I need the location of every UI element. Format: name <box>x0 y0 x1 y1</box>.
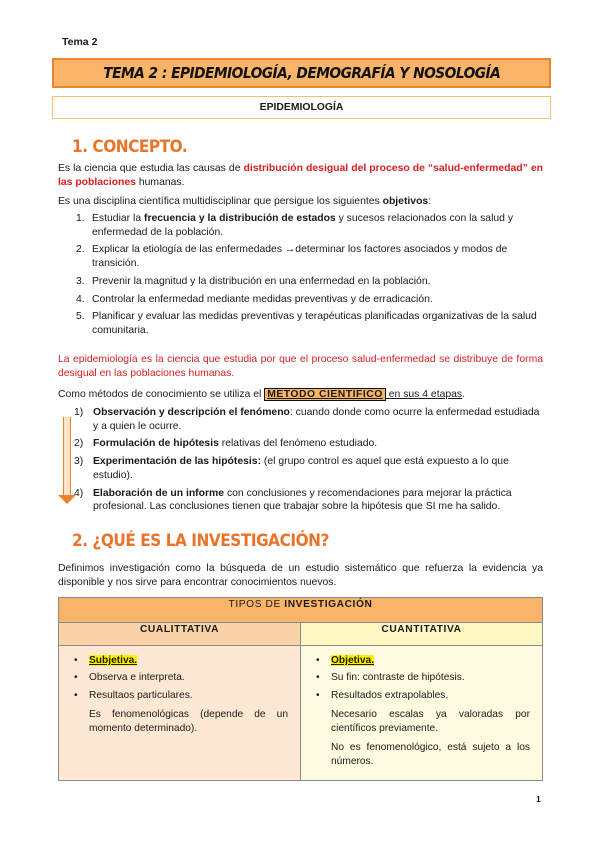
text-span: Prevenir la magnitud y la distribución en una enfermedad en la población. <box>92 275 431 287</box>
page-number: 1 <box>536 794 541 804</box>
cell-note: Es fenomenológicas (depende de un momento determinado). <box>89 709 288 734</box>
method-steps-list <box>58 406 543 518</box>
title-banner <box>52 58 551 88</box>
subtitle-banner: EPIDEMIOLOGÍA <box>52 96 551 119</box>
list-number: 4) <box>74 487 84 499</box>
cuantitativa-cell <box>301 646 543 781</box>
text-span: Es una disciplina científica multidisciplinar que persigue los siguientes <box>58 196 383 207</box>
text-span: Controlar la enfermedad mediante medidas preventivas y de erradicación. <box>92 293 433 305</box>
text-span: Estudiar la <box>92 213 144 224</box>
text-span: relativas del fenómeno estudiado. <box>218 438 378 450</box>
objectives-intro <box>58 195 543 209</box>
objective-item <box>58 212 543 239</box>
list-item <box>71 654 288 667</box>
objective-item <box>58 293 543 307</box>
concept-paragraph <box>58 162 543 189</box>
list-number: 1) <box>74 407 84 418</box>
highlight-text: Objetiva. <box>331 655 375 666</box>
list-number: 5. <box>76 311 85 323</box>
objective-item <box>58 310 543 337</box>
text-span: : <box>428 196 432 207</box>
method-intro <box>58 388 543 402</box>
objective-item <box>58 243 543 270</box>
text-span: (el grupo control es aquel que está expuesto a lo que estudio). <box>93 456 509 481</box>
list-number: 4. <box>76 293 85 305</box>
section-heading-concepto: 1. CONCEPTO. <box>72 137 188 157</box>
method-step <box>58 406 543 433</box>
list-number: 1. <box>76 213 85 224</box>
list-number: 2. <box>76 244 85 256</box>
list-number: 3. <box>76 275 85 287</box>
list-item: • Su fin: contraste de hipótesis. <box>313 671 530 684</box>
objective-item <box>58 275 543 289</box>
investigation-intro: Definimos investigación como la búsqueda de un estudio sistemático que refuerza la evidencia ya disponible y nos sirve para encontrar conocimientos nuevos. <box>58 563 543 588</box>
cell-note: No es fenomenológico, está sujeto a los números. <box>331 742 530 767</box>
investigation-types-table <box>58 597 543 781</box>
bold-text: Experimentación de las hipótesis: <box>93 456 262 468</box>
method-highlight: METODO CIENTIFICO <box>264 388 386 401</box>
text-span: en sus 4 etapas <box>385 389 463 400</box>
list-number: 2) <box>74 438 84 450</box>
table-title <box>59 598 543 623</box>
text-span: Explicar la etiología de las enfermedades →determinar los factores asociados y modos de transición. <box>92 244 508 270</box>
bold-text: Formulación de hipótesis <box>93 438 219 450</box>
text-span: Planificar y evaluar las medidas preventivas y terapéuticas planificadas organizativas de la salud comunitaria. <box>92 311 537 337</box>
method-step <box>58 455 543 482</box>
bold-text: INVESTIGACIÓN <box>284 599 373 610</box>
text-span: Como métodos de conocimiento se utiliza el <box>58 389 265 400</box>
red-note: La epidemiología es la ciencia que estudia por que el proceso salud-enfermedad se distribuye de forma desigual en las poblaciones humanas. <box>58 354 543 379</box>
bold-text: objetivos <box>382 196 429 207</box>
text-span: Es la ciencia que estudia las causas de <box>58 163 244 174</box>
objectives-list <box>58 212 543 342</box>
bold-text: Observación y descripción el fenómeno <box>93 407 290 418</box>
highlight-text: Subjetiva. <box>89 655 138 666</box>
column-header-cuantitativa: CUANTITATIVA <box>301 623 543 646</box>
tema-label: Tema 2 <box>62 36 98 48</box>
highlight-text: distribución desigual del proceso de “salud-enfermedad” en las poblaciones <box>58 163 543 188</box>
section-heading-investigacion: 2. ¿QUÉ ES LA INVESTIGACIÓN? <box>72 531 329 551</box>
text-span: TIPOS DE <box>228 599 285 610</box>
bold-text: frecuencia y la distribución de estados <box>143 213 336 224</box>
text-span: . <box>462 389 466 400</box>
list-item: • Observa e interpreta. <box>71 671 288 684</box>
column-header-cualitativa: CUALITTATIVA <box>59 623 301 646</box>
list-number: 3) <box>74 456 84 468</box>
document-title: TEMA 2 : EPIDEMIOLOGÍA, DEMOGRAFÍA Y NOSOLOGÍA <box>103 64 500 82</box>
text-span: con conclusiones y recomendaciones para mejorar la práctica profesional. Las conclusiones tienen que trabajar sobre la hipótesis que SI me ha salido. <box>93 487 512 513</box>
list-item: • Resultados extrapolables. <box>313 689 530 702</box>
list-item: • Resultaos particulares. <box>71 689 288 702</box>
cualitativa-cell <box>59 646 301 781</box>
method-step <box>58 487 543 514</box>
text-span: humanas. <box>135 176 185 188</box>
text-span: y sucesos relacionados con la salud y enfermedad de la población. <box>92 213 514 238</box>
list-item <box>313 654 530 667</box>
bold-text: Elaboración de un informe <box>93 487 225 499</box>
text-span: : cuando donde como ocurre la enfermedad estudiada y a quien le ocurre. <box>93 407 540 432</box>
method-step <box>58 437 543 451</box>
cell-note: Necesario escalas ya valoradas por científicos previamente. <box>331 709 530 734</box>
